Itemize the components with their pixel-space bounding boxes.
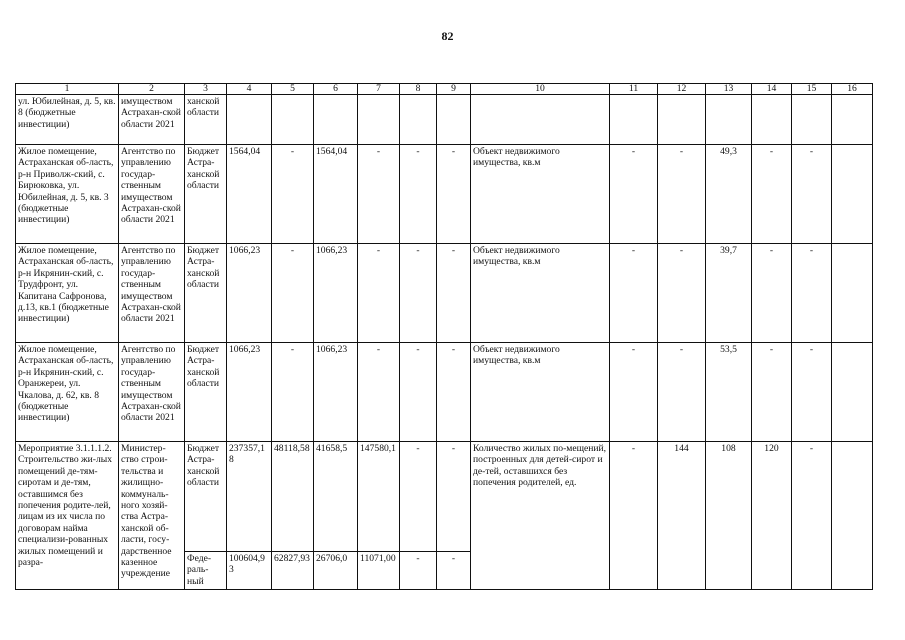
value-cell xyxy=(437,95,471,145)
value-cell: - xyxy=(437,145,471,244)
indicator-value-cell: - xyxy=(610,343,658,442)
indicator-value-cell xyxy=(832,145,873,244)
agency-cell: имуществом Астрахан-ской области 2021 xyxy=(119,95,185,145)
indicator-cell: Количество жилых по-мещений, построенных для детей-сирот и де-тей, оставшихся без попечения родителей, ед. xyxy=(471,442,610,590)
column-header: 5 xyxy=(272,84,314,95)
funding-source-cell: Бюджет Астра-ханской области xyxy=(185,442,227,552)
value-cell: - xyxy=(358,145,400,244)
indicator-value-cell: 108 xyxy=(706,442,752,590)
column-header: 10 xyxy=(471,84,610,95)
agency-cell: Министер-ство строи-тельства и жилищно-коммуналь-ного хозяй-ства Астра-ханской об-ласти, госу-дарственное казенное учреждение xyxy=(119,442,185,590)
indicator-value-cell xyxy=(706,95,752,145)
value-cell xyxy=(400,95,437,145)
indicator-value-cell: - xyxy=(610,145,658,244)
column-header: 9 xyxy=(437,84,471,95)
indicator-value-cell: 144 xyxy=(658,442,706,590)
indicator-value-cell: 39,7 xyxy=(706,244,752,343)
column-header: 3 xyxy=(185,84,227,95)
value-cell: - xyxy=(400,145,437,244)
column-header: 15 xyxy=(792,84,832,95)
value-cell: 62827,93 xyxy=(272,552,314,590)
object-name-cell: Жилое помещение, Астраханская об-ласть, р-н Икрянин-ский, с. Оранжереи, ул. Чкалова, д. 62, кв. 8 (бюджетные инвестиции) xyxy=(16,343,119,442)
value-cell: - xyxy=(358,343,400,442)
value-cell: - xyxy=(400,552,437,590)
total-cell: 1564,04 xyxy=(227,145,272,244)
table-row xyxy=(16,442,873,552)
value-cell: - xyxy=(437,244,471,343)
column-header: 12 xyxy=(658,84,706,95)
column-header: 7 xyxy=(358,84,400,95)
value-cell: 48118,58 xyxy=(272,442,314,552)
page-number: 82 xyxy=(441,29,454,43)
indicator-value-cell xyxy=(792,95,832,145)
indicator-cell: Объект недвижимого имущества, кв.м xyxy=(471,145,610,244)
agency-cell: Агентство по управлению государ-ственным имуществом Астрахан-ской области 2021 xyxy=(119,343,185,442)
indicator-value-cell: - xyxy=(752,343,792,442)
indicator-value-cell xyxy=(832,343,873,442)
value-cell: - xyxy=(400,343,437,442)
indicator-cell: Объект недвижимого имущества, кв.м xyxy=(471,244,610,343)
object-name-cell: Жилое помещение, Астраханская об-ласть, р-н Икрянин-ский, с. Трудфронт, ул. Капитана Сафронова, д.13, кв.1 (бюджетные инвестиции) xyxy=(16,244,119,343)
indicator-value-cell xyxy=(610,95,658,145)
program-table xyxy=(15,83,873,590)
funding-source-cell: Феде-раль-ный xyxy=(185,552,227,590)
indicator-value-cell: 53,5 xyxy=(706,343,752,442)
indicator-value-cell: - xyxy=(610,244,658,343)
total-cell: 100604,93 xyxy=(227,552,272,590)
agency-cell: Агентство по управлению государ-ственным имуществом Астрахан-ской области 2021 xyxy=(119,244,185,343)
column-header: 16 xyxy=(832,84,873,95)
table-row xyxy=(16,95,873,145)
column-header: 8 xyxy=(400,84,437,95)
indicator-value-cell: - xyxy=(792,343,832,442)
indicator-value-cell: - xyxy=(792,145,832,244)
value-cell xyxy=(358,95,400,145)
column-header: 13 xyxy=(706,84,752,95)
value-cell: 1066,23 xyxy=(314,244,358,343)
value-cell xyxy=(314,95,358,145)
value-cell: 1066,23 xyxy=(314,343,358,442)
total-cell: 1066,23 xyxy=(227,343,272,442)
funding-source-cell: Бюджет Астра-ханской области xyxy=(185,145,227,244)
indicator-value-cell: - xyxy=(752,244,792,343)
indicator-value-cell: - xyxy=(792,442,832,590)
indicator-value-cell xyxy=(752,95,792,145)
total-cell xyxy=(227,95,272,145)
agency-cell: Агентство по управлению государ-ственным имуществом Астрахан-ской области 2021 xyxy=(119,145,185,244)
indicator-value-cell: - xyxy=(658,244,706,343)
column-header: 6 xyxy=(314,84,358,95)
indicator-value-cell: - xyxy=(658,145,706,244)
indicator-value-cell xyxy=(658,95,706,145)
indicator-cell xyxy=(471,95,610,145)
indicator-value-cell: - xyxy=(752,145,792,244)
total-cell: 237357,18 xyxy=(227,442,272,552)
indicator-value-cell: - xyxy=(610,442,658,590)
column-header: 1 xyxy=(16,84,119,95)
object-name-cell: Мероприятие 3.1.1.1.2. Строительство жи-лых помещений де-тям-сиротам и де-тям, оставшимся без попечения родите-лей, лицам из их числа по договорам найма специализи-рованных жилых помещений и разра- xyxy=(16,442,119,590)
object-name-cell: ул. Юбилейная, д. 5, кв. 8 (бюджетные инвестиции) xyxy=(16,95,119,145)
value-cell: 1564,04 xyxy=(314,145,358,244)
funding-source-cell: ханской области xyxy=(185,95,227,145)
indicator-value-cell xyxy=(832,244,873,343)
column-header: 11 xyxy=(610,84,658,95)
indicator-cell: Объект недвижимого имущества, кв.м xyxy=(471,343,610,442)
column-header: 4 xyxy=(227,84,272,95)
value-cell: - xyxy=(358,244,400,343)
value-cell: - xyxy=(437,343,471,442)
column-header: 14 xyxy=(752,84,792,95)
column-number-row xyxy=(16,84,873,95)
value-cell: - xyxy=(272,343,314,442)
total-cell: 1066,23 xyxy=(227,244,272,343)
value-cell xyxy=(272,95,314,145)
indicator-value-cell: - xyxy=(792,244,832,343)
value-cell: - xyxy=(272,145,314,244)
indicator-value-cell xyxy=(832,442,873,590)
indicator-value-cell: 49,3 xyxy=(706,145,752,244)
table-row xyxy=(16,145,873,244)
column-header: 2 xyxy=(119,84,185,95)
table-row xyxy=(16,244,873,343)
value-cell: 147580,1 xyxy=(358,442,400,552)
indicator-value-cell: 120 xyxy=(752,442,792,590)
value-cell: - xyxy=(437,442,471,552)
value-cell: 11071,00 xyxy=(358,552,400,590)
indicator-value-cell: - xyxy=(658,343,706,442)
value-cell: 26706,0 xyxy=(314,552,358,590)
funding-source-cell: Бюджет Астра-ханской области xyxy=(185,244,227,343)
value-cell: - xyxy=(272,244,314,343)
object-name-cell: Жилое помещение, Астраханская об-ласть, р-н Приволж-ский, с. Бирюковка, ул. Юбилейная, д. 5, кв. 3 (бюджетные инвестиции) xyxy=(16,145,119,244)
funding-source-cell: Бюджет Астра-ханской области xyxy=(185,343,227,442)
value-cell: - xyxy=(437,552,471,590)
value-cell: 41658,5 xyxy=(314,442,358,552)
table-row xyxy=(16,343,873,442)
indicator-value-cell xyxy=(832,95,873,145)
value-cell: - xyxy=(400,244,437,343)
value-cell: - xyxy=(400,442,437,552)
